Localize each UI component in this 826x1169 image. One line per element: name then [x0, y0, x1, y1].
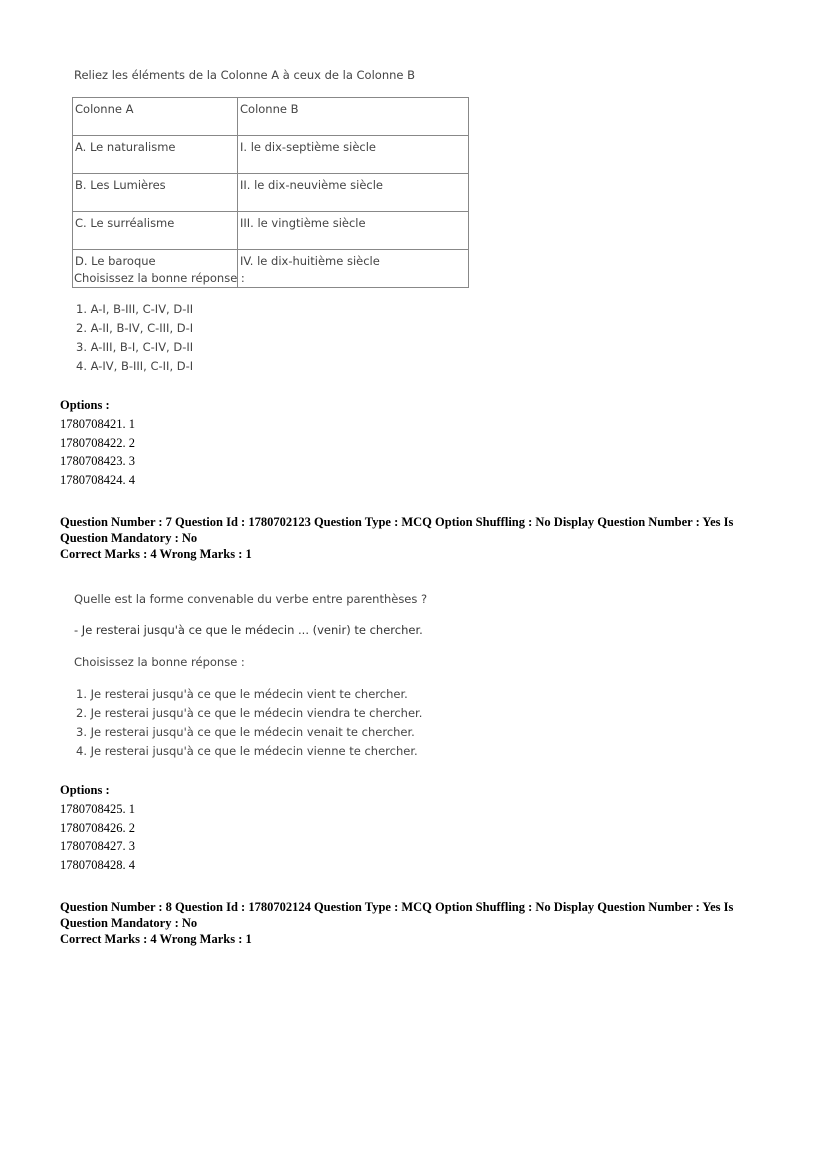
table-header-row: [73, 98, 469, 136]
choose-prompt: Choisissez la bonne réponse :: [74, 655, 245, 669]
answer-choice: 4. A-IV, B-III, C-II, D-I: [76, 359, 194, 373]
answer-choice: 4. Je resterai jusqu'à ce que le médecin vienne te chercher.: [76, 744, 418, 758]
option-id: 1780708428. 4: [60, 858, 135, 873]
answer-choice: 2. Je resterai jusqu'à ce que le médecin viendra te chercher.: [76, 706, 423, 720]
table-cell: D. Le baroque: [73, 250, 238, 288]
option-id: 1780708424. 4: [60, 473, 135, 488]
answer-choice: 1. A-I, B-III, C-IV, D-II: [76, 302, 194, 316]
options-list: [60, 415, 135, 490]
options-label: Options :: [60, 398, 110, 412]
options-list: [60, 800, 135, 875]
table-cell: C. Le surréalisme: [73, 212, 238, 250]
question-marks: Correct Marks : 4 Wrong Marks : 1: [60, 547, 252, 561]
options-label: Options :: [60, 783, 110, 797]
option-id: 1780708423. 3: [60, 454, 135, 469]
choose-prompt: Choisissez la bonne réponse :: [74, 271, 245, 285]
table-row: [73, 212, 469, 250]
option-id: 1780708427. 3: [60, 839, 135, 854]
table-cell: II. le dix-neuvième siècle: [238, 174, 469, 212]
question-meta-line: Question Mandatory : No: [60, 916, 198, 930]
table-cell: IV. le dix-huitième siècle: [238, 250, 469, 288]
option-id: 1780708426. 2: [60, 820, 135, 835]
answer-choice: 1. Je resterai jusqu'à ce que le médecin vient te chercher.: [76, 687, 408, 701]
answer-choices: [76, 685, 422, 761]
question-header: [60, 899, 760, 947]
table-cell: III. le vingtième siècle: [238, 212, 469, 250]
match-instruction: Reliez les éléments de la Colonne A à ceux de la Colonne B: [74, 68, 416, 82]
table-cell: I. le dix-septième siècle: [238, 136, 469, 174]
table-cell: B. Les Lumières: [73, 174, 238, 212]
match-table: [72, 97, 469, 288]
question-meta-line: Question Number : 7 Question Id : 1780702123 Question Type : MCQ Option Shuffling : No Display Question Number : Yes Is: [60, 515, 734, 529]
question-marks: Correct Marks : 4 Wrong Marks : 1: [60, 932, 252, 946]
column-b-header: Colonne B: [238, 98, 469, 136]
answer-choice: 3. A-III, B-I, C-IV, D-II: [76, 340, 194, 354]
option-id: 1780708421. 1: [60, 417, 135, 431]
question-sentence: - Je resterai jusqu'à ce que le médecin ... (venir) te chercher.: [74, 623, 423, 637]
table-cell: A. Le naturalisme: [73, 136, 238, 174]
option-id: 1780708425. 1: [60, 802, 135, 816]
answer-choices: [76, 300, 193, 376]
question-meta-line: Question Mandatory : No: [60, 531, 198, 545]
table-row: [73, 136, 469, 174]
table-row: [73, 174, 469, 212]
answer-choice: 3. Je resterai jusqu'à ce que le médecin venait te chercher.: [76, 725, 415, 739]
question-header: [60, 514, 760, 562]
column-a-header: Colonne A: [73, 98, 238, 136]
answer-choice: 2. A-II, B-IV, C-III, D-I: [76, 321, 194, 335]
option-id: 1780708422. 2: [60, 435, 135, 450]
question-meta-line: Question Number : 8 Question Id : 1780702124 Question Type : MCQ Option Shuffling : No Display Question Number : Yes Is: [60, 900, 734, 914]
question-text: Quelle est la forme convenable du verbe entre parenthèses ?: [74, 592, 428, 606]
